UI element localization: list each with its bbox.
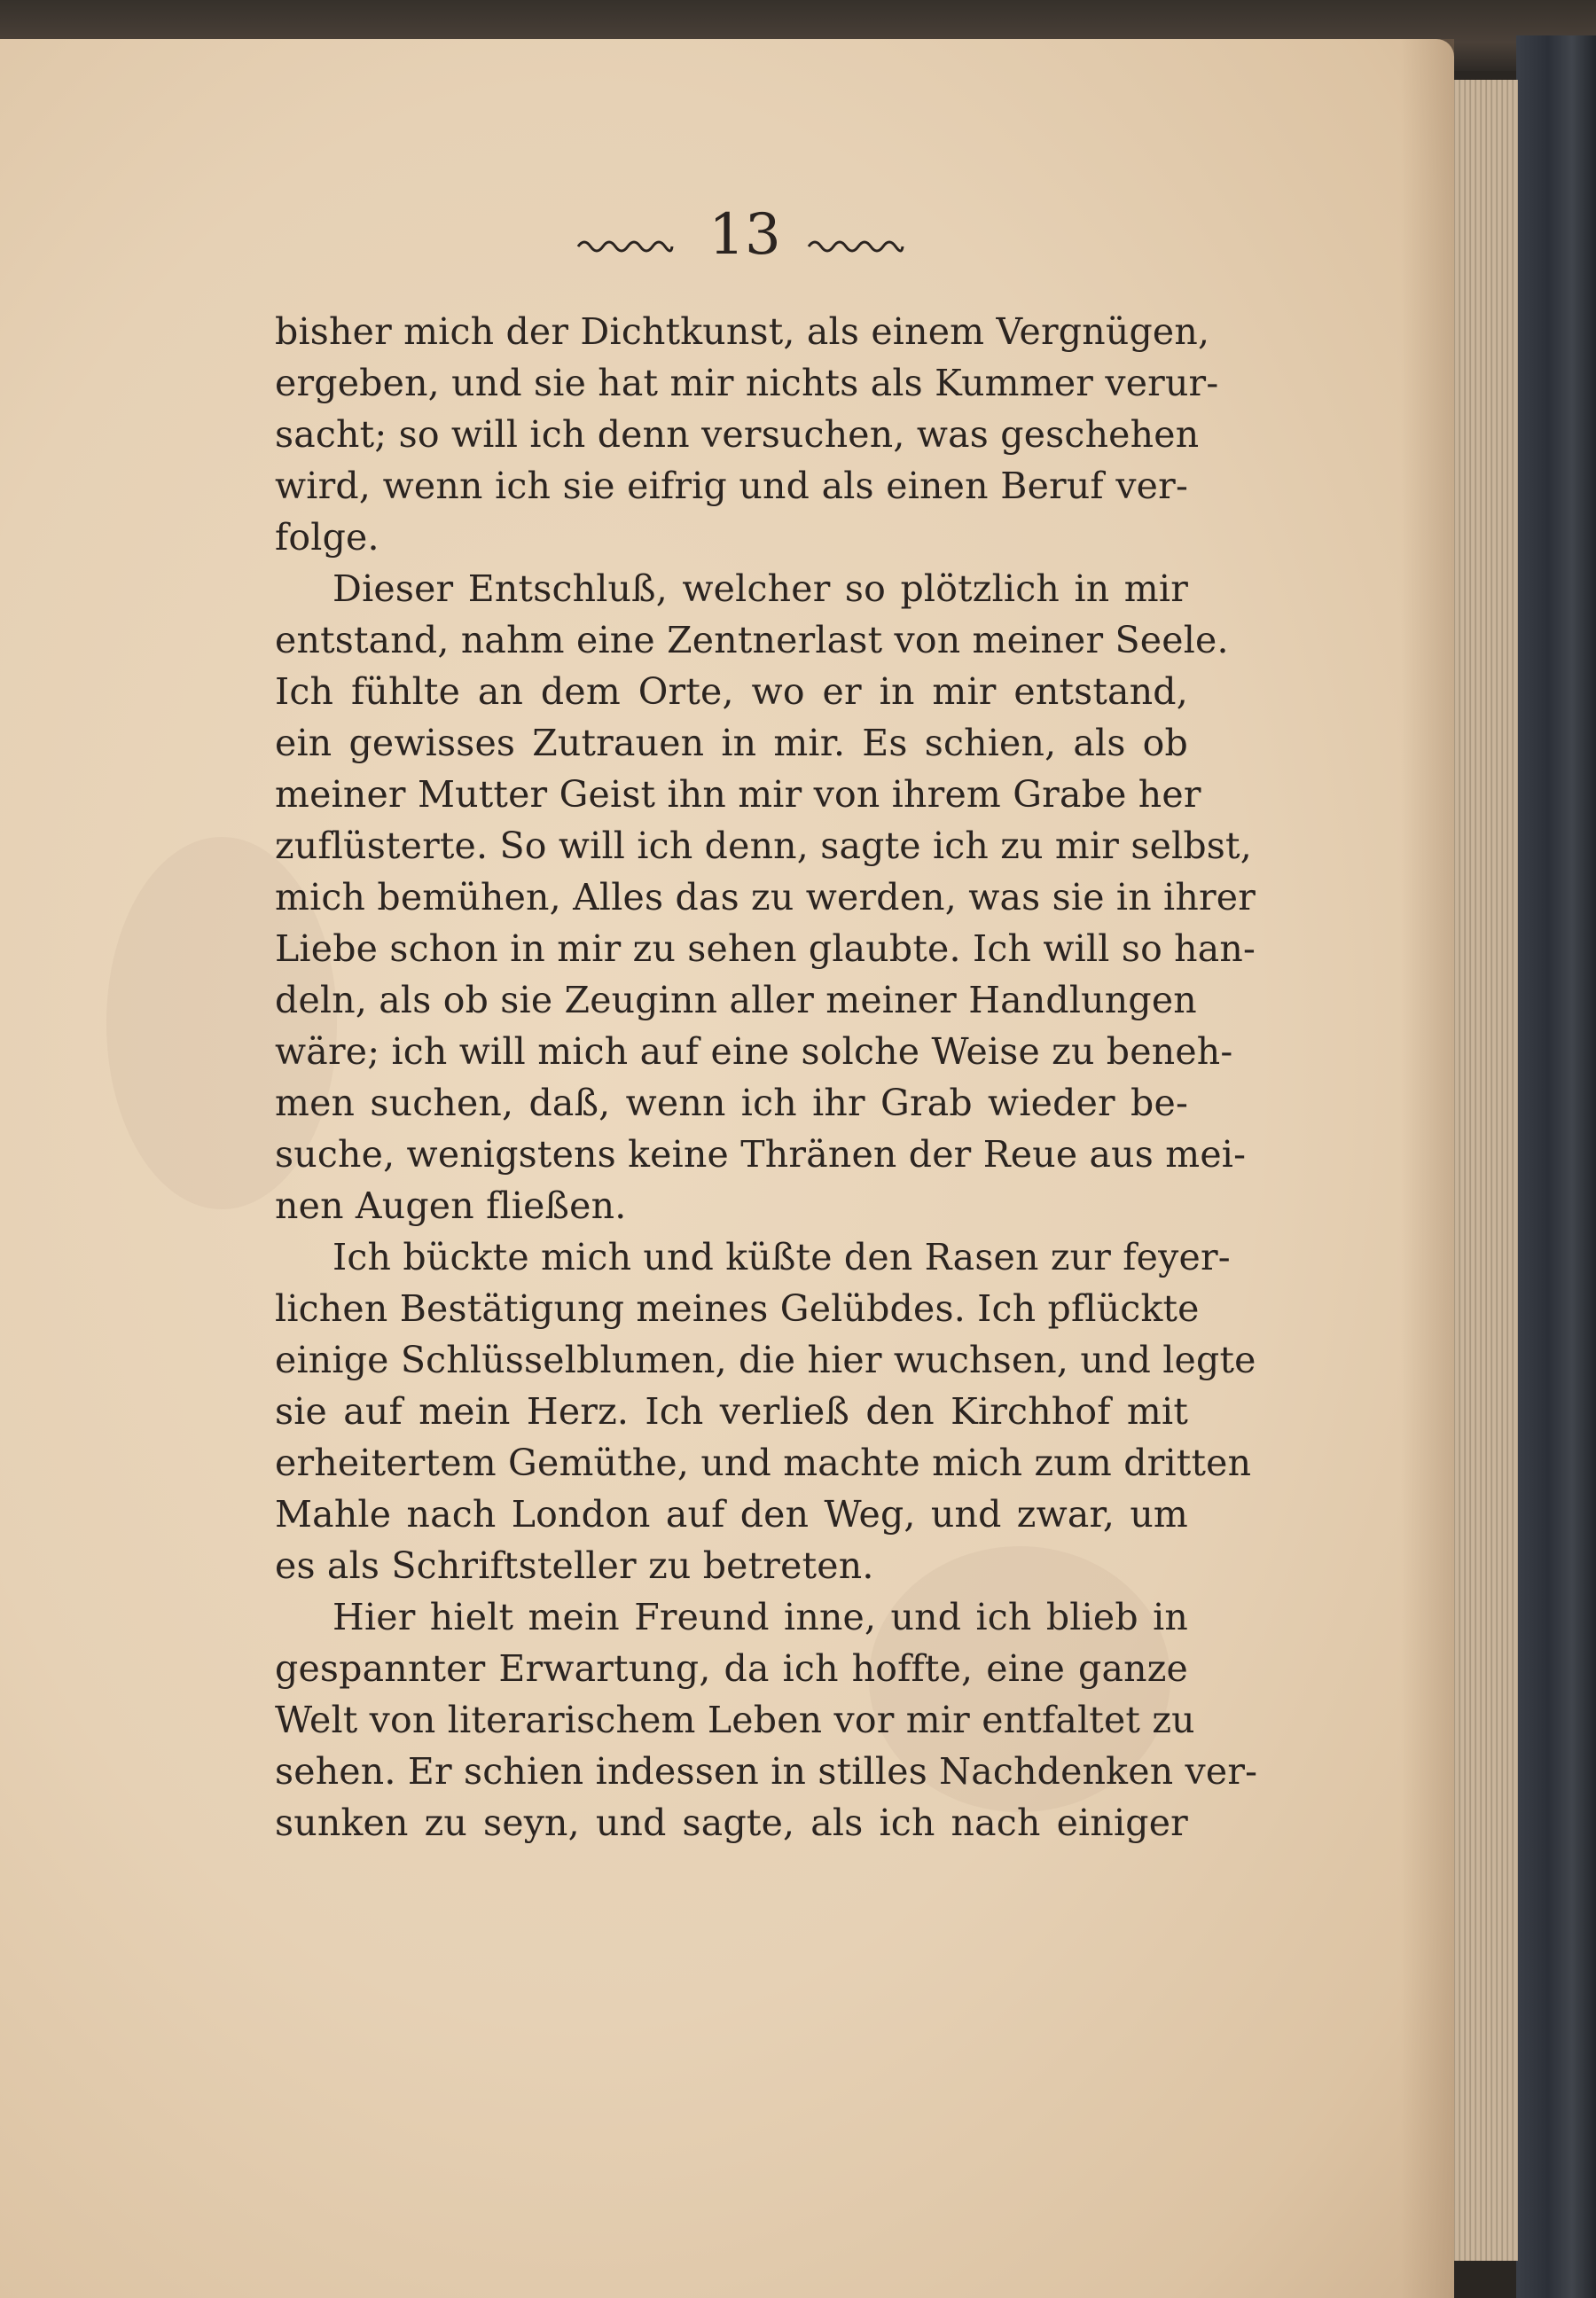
text-line: sacht; so will ich denn versuchen, was geschehen — [275, 413, 1200, 456]
text-line: suche, wenigstens keine Thränen der Reue aus mei- — [275, 1133, 1247, 1176]
book-page — [0, 39, 1454, 2298]
text-line: einige Schlüsselblumen, die hier wuchsen, und legte — [275, 1339, 1256, 1381]
book-cover-spine-edge — [1516, 35, 1596, 2298]
text-line: sunken zu seyn, und sagte, als ich nach einiger — [275, 1802, 1188, 1844]
wavy-ornament-icon — [576, 234, 674, 255]
text-line: Hier hielt mein Freund inne, und ich blieb in — [332, 1596, 1188, 1638]
text-line: Liebe schon in mir zu sehen glaubte. Ich will so han- — [275, 927, 1256, 970]
text-line: nen Augen fließen. — [275, 1184, 627, 1227]
text-line: bisher mich der Dichtkunst, als einem Vergnügen, — [275, 310, 1210, 353]
text-line: lichen Bestätigung meines Gelübdes. Ich pflückte — [275, 1287, 1200, 1330]
text-line: sehen. Er schien indessen in stilles Nachdenken ver- — [275, 1750, 1258, 1793]
text-line: es als Schriftsteller zu betreten. — [275, 1544, 874, 1587]
wavy-ornament-icon — [807, 234, 904, 255]
text-line: entstand, nahm eine Zentnerlast von meiner Seele. — [275, 619, 1229, 661]
text-line: zuflüsterte. So will ich denn, sagte ich zu mir selbst, — [275, 825, 1252, 867]
text-line: wird, wenn ich sie eifrig und als einen Beruf ver- — [275, 465, 1188, 507]
text-line: men suchen, daß, wenn ich ihr Grab wieder be- — [275, 1082, 1188, 1124]
text-line: sie auf mein Herz. Ich verließ den Kirchhof mit — [275, 1390, 1188, 1433]
text-line: mich bemühen, Alles das zu werden, was sie in ihrer — [275, 876, 1256, 918]
text-line: wäre; ich will mich auf eine solche Weise zu beneh- — [275, 1030, 1233, 1073]
page-stack-edges — [1445, 80, 1518, 2261]
text-line: gespannter Erwartung, da ich hoffte, eine ganze — [275, 1647, 1188, 1690]
text-line: Ich fühlte an dem Orte, wo er in mir entstand, — [275, 670, 1188, 713]
text-line: meiner Mutter Geist ihn mir von ihrem Grabe her — [275, 773, 1201, 816]
text-line: Mahle nach London auf den Weg, und zwar, um — [275, 1493, 1188, 1536]
text-line: ein gewisses Zutrauen in mir. Es schien, als ob — [275, 722, 1188, 764]
running-head — [275, 199, 1206, 278]
text-line: Welt von literarischem Leben vor mir entfaltet zu — [275, 1699, 1195, 1741]
text-line: Dieser Entschluß, welcher so plötzlich in mir — [332, 567, 1188, 610]
text-line: deln, als ob sie Zeuginn aller meiner Handlungen — [275, 979, 1197, 1021]
text-line: erheitertem Gemüthe, und machte mich zum dritten — [275, 1442, 1252, 1484]
page-number: 13 — [708, 202, 781, 268]
text-line: folge. — [275, 516, 379, 559]
text-line: Ich bückte mich und küßte den Rasen zur feyer- — [332, 1236, 1231, 1278]
text-line: ergeben, und sie hat mir nichts als Kummer verur- — [275, 362, 1219, 404]
